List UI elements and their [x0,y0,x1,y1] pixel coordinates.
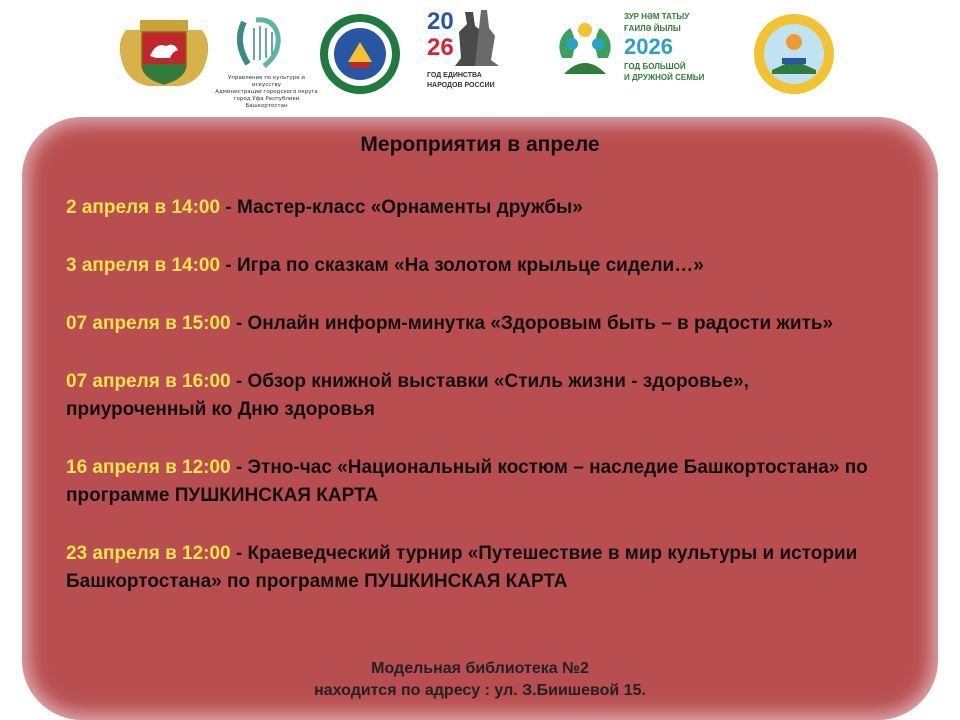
event-description: - Онлайн информ-минутка «Здоровым быть – в радости жить» [230,313,834,334]
ufa-coat-of-arms-icon [108,12,220,92]
family-icon [552,18,618,84]
event-datetime: 16 апреля в 12:00 [66,457,231,478]
family-year-logo [552,10,717,94]
logos-bar [0,0,960,110]
library-street-address: находится по адресу : ул. З.Биишевой 15. [314,682,646,699]
events-list [66,194,886,596]
family-year-line1: ЗУР НӘМ ТАТЫУ [624,12,690,21]
unity-year-line2: НАРОДОВ РОССИИ [427,82,495,89]
library-name: Модельная библиотека №2 [371,660,589,677]
lyre-icon [214,14,319,70]
unity-year-bottom: 26 [427,34,454,61]
library-logo-icon [752,12,836,96]
event-datetime: 2 апреля в 14:00 [66,197,221,218]
culture-department-caption-2: Администрации городского округа [215,89,318,95]
family-year-line3: ГОД БОЛЬШОЙ [624,62,686,71]
event-item [66,194,886,222]
unity-year-line1: ГОД ЕДИНСТВА [427,72,482,79]
event-description: - Краеведческий турнир «Путешествие в мир культуры и истории Башкортостана» по программе ПУШКИНСКАЯ КАРТА [66,543,858,592]
ministry-seal-icon [318,12,402,96]
event-description: - Мастер-класс «Орнаменты дружбы» [220,197,583,218]
unity-year-logo [425,6,515,94]
event-datetime: 07 апреля в 16:00 [66,371,231,392]
event-datetime: 07 апреля в 15:00 [66,313,231,334]
culture-department-caption-1: Управление по культуре и искусству [228,75,305,88]
family-year-line4: И ДРУЖНОЙ СЕМЬИ [624,73,705,82]
event-datetime: 3 апреля в 14:00 [66,255,221,276]
event-datetime: 23 апреля в 12:00 [66,543,231,564]
culture-department-logo [214,14,319,109]
culture-department-caption-3: город Уфа Республики Башкортостан [233,96,300,109]
event-item [66,252,886,280]
event-description: - Игра по сказкам «На золотом крыльце сидели…» [220,255,704,276]
library-address [0,658,960,702]
page-title: Мероприятия в апреле [360,133,600,156]
event-description: - Обзор книжной выставки «Стиль жизни - здоровье», приуроченный ко Дню здоровья [66,371,749,420]
family-year-number: 2026 [624,34,673,59]
unity-year-top: 20 [427,8,454,35]
event-item [66,540,886,596]
event-item [66,368,886,424]
event-item [66,454,886,510]
event-item [66,310,886,338]
family-year-line2: ҒАИЛӘ ЙЫЛЫ [624,24,681,33]
event-description: - Этно-час «Национальный костюм – наследие Башкортостана» по программе ПУШКИНСКАЯ КАРТА [66,457,868,506]
